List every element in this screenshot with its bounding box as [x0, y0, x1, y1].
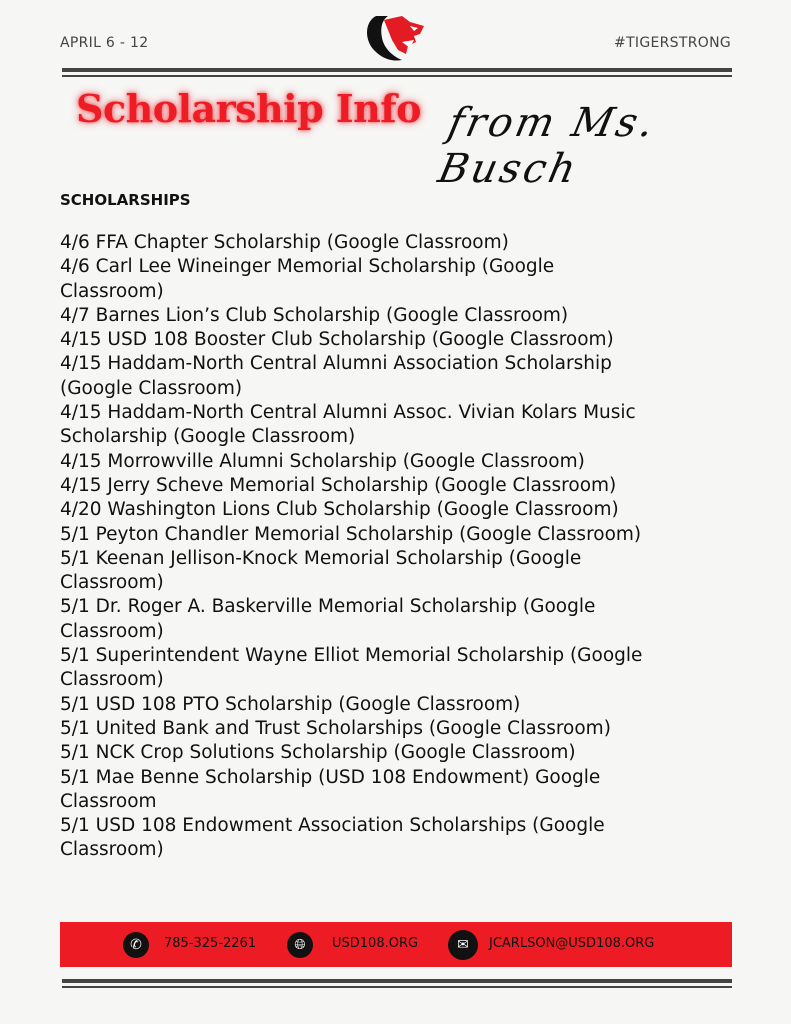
- scholarship-item-line: 5/1 Keenan Jellison-Knock Memorial Scholarship (Google: [60, 547, 582, 569]
- scholarship-item-line: 5/1 NCK Crop Solutions Scholarship (Google Classroom): [60, 742, 576, 764]
- scholarship-item-line: 4/15 Jerry Scheve Memorial Scholarship (Google Classroom): [60, 474, 617, 496]
- scholarship-item-line: 4/15 Haddam-North Central Alumni Assoc. Vivian Kolars Music: [60, 402, 636, 424]
- scholarship-item: [60, 450, 642, 474]
- mail-icon: ✉: [448, 930, 478, 960]
- contact-footer: [60, 922, 732, 967]
- scholarship-item: [60, 717, 642, 741]
- scholarship-item: [60, 328, 642, 352]
- scholarship-item-line: Classroom): [60, 839, 164, 861]
- scholarship-item-line: Classroom: [60, 790, 157, 812]
- scholarship-item: [60, 814, 642, 863]
- scholarship-item: [60, 304, 642, 328]
- tiger-logo-icon: [362, 12, 428, 64]
- scholarship-item-line: (Google Classroom): [60, 377, 243, 399]
- scholarship-item: [60, 523, 642, 547]
- header-divider-thick: [62, 68, 732, 72]
- phone-number: 785-325-2261: [164, 936, 257, 951]
- scholarship-item-line: 5/1 Mae Benne Scholarship (USD 108 Endowment) Google: [60, 766, 601, 788]
- scholarship-item-line: 4/6 Carl Lee Wineinger Memorial Scholarship (Google: [60, 256, 555, 278]
- scholarship-item: [60, 547, 642, 596]
- scholarship-item: [60, 741, 642, 765]
- scholarship-item: [60, 498, 642, 522]
- scholarship-list: [60, 231, 642, 863]
- scholarship-item-line: 5/1 Superintendent Wayne Elliot Memorial Scholarship (Google: [60, 645, 643, 667]
- scholarship-item: [60, 693, 642, 717]
- scholarship-item-line: 4/6 FFA Chapter Scholarship (Google Classroom): [60, 232, 509, 253]
- scholarship-item-line: Classroom): [60, 669, 164, 691]
- header-divider-thin: [62, 75, 732, 77]
- hashtag: #TIGERSTRONG: [614, 35, 731, 51]
- footer-divider-thick: [62, 979, 732, 983]
- issue-date: APRIL 6 - 12: [60, 35, 149, 51]
- website-link[interactable]: USD108.ORG: [332, 936, 419, 951]
- scholarship-item-line: 5/1 USD 108 PTO Scholarship (Google Classroom): [60, 693, 521, 715]
- scholarship-item-line: 4/15 USD 108 Booster Club Scholarship (Google Classroom): [60, 329, 614, 351]
- footer-divider-thin: [62, 986, 732, 988]
- scholarship-item: [60, 352, 642, 401]
- globe-icon: 🌐︎: [287, 932, 313, 958]
- scholarship-item-line: Scholarship (Google Classroom): [60, 426, 356, 448]
- scholarship-item: [60, 644, 642, 693]
- scholarship-item-line: 5/1 Peyton Chandler Memorial Scholarship (Google Classroom): [60, 523, 642, 545]
- scholarship-item-line: 4/7 Barnes Lion’s Club Scholarship (Google Classroom): [60, 304, 569, 326]
- scholarship-item-line: 5/1 Dr. Roger A. Baskerville Memorial Scholarship (Google: [60, 596, 596, 618]
- scholarship-item-line: 5/1 USD 108 Endowment Association Scholarships (Google: [60, 815, 605, 837]
- scholarship-item-line: 4/20 Washington Lions Club Scholarship (Google Classroom): [60, 499, 619, 521]
- email-link[interactable]: JCARLSON@USD108.ORG: [489, 936, 655, 951]
- scholarship-item-line: Classroom): [60, 280, 164, 302]
- scholarship-item: [60, 255, 642, 304]
- page-title: Scholarship Info: [76, 86, 421, 131]
- scholarship-item: [60, 766, 642, 815]
- section-heading: SCHOLARSHIPS: [60, 191, 191, 209]
- scholarship-item-line: Classroom): [60, 620, 164, 642]
- signature: from Ms. Busch: [434, 100, 661, 192]
- scholarship-item-line: 4/15 Morrowville Alumni Scholarship (Google Classroom): [60, 450, 585, 472]
- scholarship-item: [60, 231, 642, 255]
- scholarship-item-line: Classroom): [60, 572, 164, 594]
- scholarship-item-line: 4/15 Haddam-North Central Alumni Association Scholarship: [60, 353, 612, 375]
- scholarship-item: [60, 595, 642, 644]
- scholarship-item: [60, 474, 642, 498]
- phone-icon: ✆: [123, 932, 149, 958]
- scholarship-item: [60, 401, 642, 450]
- scholarship-item-line: 5/1 United Bank and Trust Scholarships (Google Classroom): [60, 717, 611, 739]
